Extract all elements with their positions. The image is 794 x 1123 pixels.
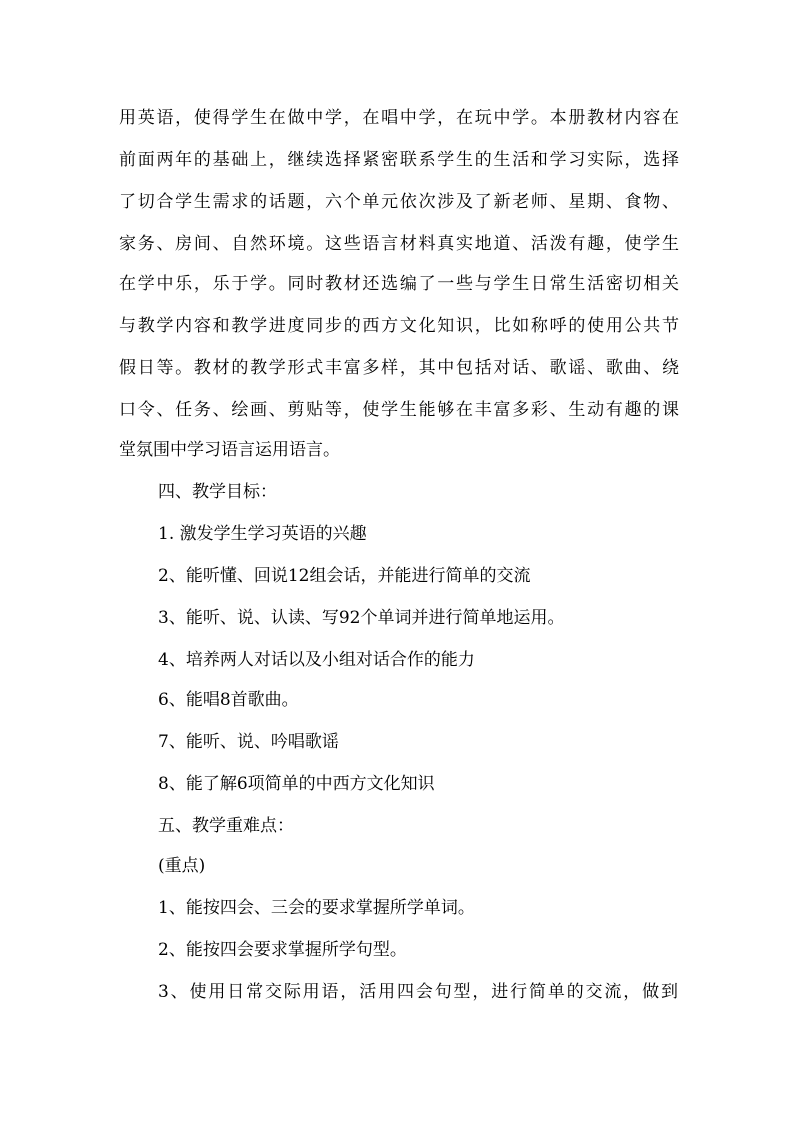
goal-item: 1. 激发学生学习英语的兴趣 — [158, 524, 367, 544]
goal-item: 6、能唱8首歌曲。 — [158, 690, 299, 710]
goal-item: 2、能听懂、回说12组会话，并能进行简单的交流 — [158, 566, 531, 586]
paragraph-line: 前面两年的基础上，继续选择紧密联系学生的生活和学习实际，选择 — [119, 150, 679, 170]
key-point-item: 2、能按四会要求掌握所学句型。 — [158, 940, 407, 960]
paragraph-line: 家务、房间、自然环境。这些语言材料真实地道、活泼有趣，使学生 — [119, 234, 679, 254]
goal-item: 3、能听、说、认读、写92个单词并进行简单地运用。 — [158, 608, 565, 628]
paragraph-line: 了切合学生需求的话题，六个单元依次涉及了新老师、星期、食物、 — [119, 192, 679, 212]
paragraph-line: 在学中乐，乐于学。同时教材还选编了一些与学生日常生活密切相关 — [119, 274, 679, 294]
section-heading-key-points: 五、教学重难点： — [158, 816, 294, 836]
goal-item: 8、能了解6项简单的中西方文化知识 — [158, 774, 435, 794]
paragraph-line: 假日等。教材的教学形式丰富多样，其中包括对话、歌谣、歌曲、绕 — [119, 358, 679, 378]
paragraph-line: 用英语，使得学生在做中学，在唱中学，在玩中学。本册教材内容在 — [119, 108, 679, 128]
key-point-item: 3、使用日常交际用语，活用四会句型，进行简单的交流，做到 — [158, 982, 678, 1002]
paragraph-line: 口令、任务、绘画、剪贴等，使学生能够在丰富多彩、生动有趣的课 — [119, 400, 679, 420]
goal-item: 4、培养两人对话以及小组对话合作的能力 — [158, 650, 475, 670]
section-heading-goals: 四、教学目标： — [158, 482, 277, 502]
paragraph-line: 堂氛围中学习语言运用语言。 — [119, 440, 340, 460]
section-subheading: (重点) — [158, 856, 206, 876]
key-point-item: 1、能按四会、三会的要求掌握所学单词。 — [158, 898, 475, 918]
paragraph-line: 与教学内容和教学进度同步的西方文化知识，比如称呼的使用公共节 — [119, 316, 679, 336]
goal-item: 7、能听、说、吟唱歌谣 — [158, 732, 339, 752]
